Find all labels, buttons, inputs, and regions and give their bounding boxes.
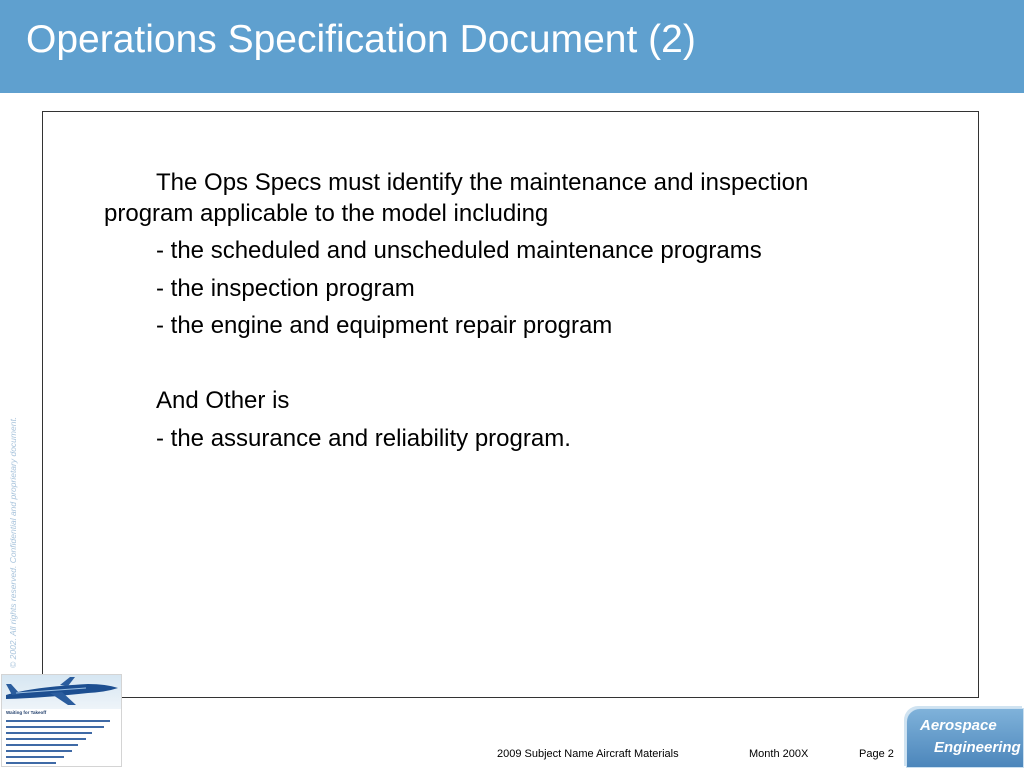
bullet-item: - the assurance and reliability program. bbox=[156, 425, 571, 452]
bullet-item: - the engine and equipment repair program bbox=[156, 312, 613, 339]
logo-line-1: Aerospace bbox=[920, 717, 997, 734]
footer-date: Month 200X bbox=[749, 748, 809, 760]
bullet-item: - the scheduled and unscheduled maintenance programs bbox=[156, 237, 762, 264]
airplane-icon bbox=[2, 675, 122, 767]
aerospace-engineering-logo bbox=[906, 708, 1024, 768]
bullet-item: - the inspection program bbox=[156, 275, 415, 302]
intro-line-2: program applicable to the model including bbox=[104, 200, 549, 227]
intro-line-1: The Ops Specs must identify the maintenance and inspection bbox=[156, 169, 809, 196]
logo-line-2: Engineering bbox=[934, 739, 1021, 756]
slide-title: Operations Specification Document (2) bbox=[26, 18, 696, 61]
footer-page-number: Page 2 bbox=[859, 748, 894, 760]
thumbnail-image bbox=[1, 674, 122, 767]
thumbnail-caption: Waiting for Takeoff bbox=[6, 710, 47, 715]
other-heading: And Other is bbox=[156, 387, 290, 414]
title-bar bbox=[0, 0, 1024, 93]
copyright-notice: © 2002. All rights reserved. Confidential and proprietary document. bbox=[8, 416, 18, 668]
footer-subject: 2009 Subject Name Aircraft Materials bbox=[497, 748, 679, 760]
